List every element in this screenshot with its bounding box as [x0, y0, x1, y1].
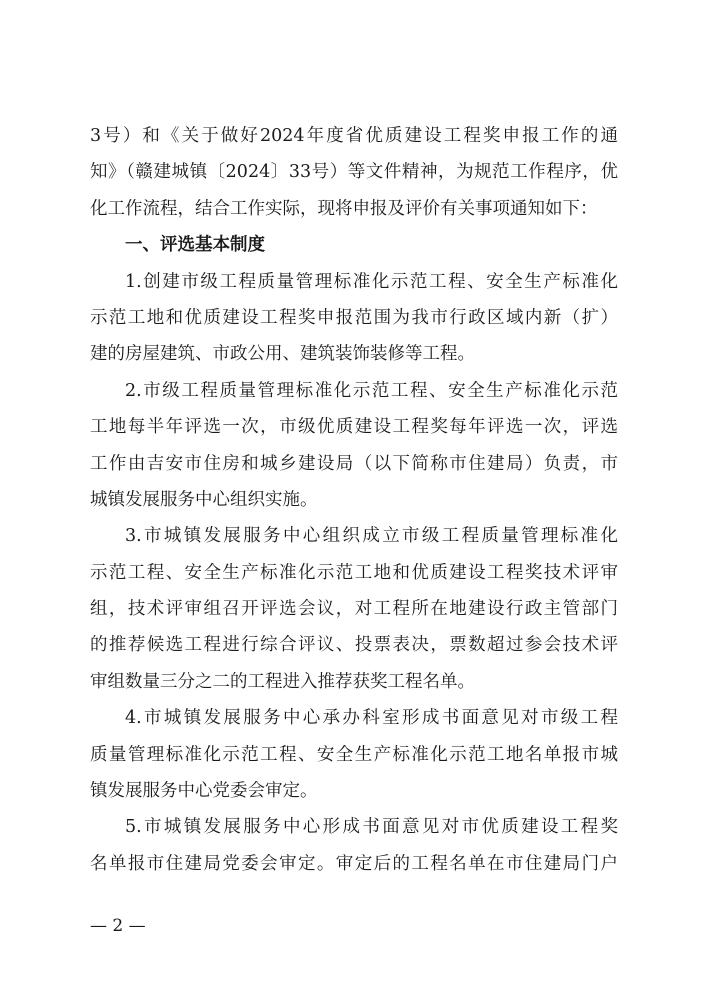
paragraph-line: 的推荐候选工程进行综合评议、投票表决，票数超过参会技术评 [90, 635, 618, 656]
paragraph-line: 镇发展服务中心党委会审定。 [90, 781, 318, 802]
paragraph-line: 名单报市住建局党委会审定。审定后的工程名单在市住建局门户 [90, 853, 618, 874]
page-number: — 2 — [90, 916, 146, 936]
paragraph-line: 工地每半年评选一次，市级优质建设工程奖每年评选一次，评选 [90, 417, 618, 438]
paragraph-line: 5.市城镇发展服务中心形成书面意见对市优质建设工程奖 [125, 817, 618, 838]
list-item [90, 809, 618, 882]
body-text [90, 118, 618, 882]
intro-paragraph [90, 118, 618, 227]
list-item [90, 373, 618, 519]
paragraph-line: 质量管理标准化示范工程、安全生产标准化示范工地名单报市城 [90, 744, 618, 765]
paragraph-line: 3号）和《关于做好2024年度省优质建设工程奖申报工作的通 [90, 126, 618, 146]
paragraph-line: 3.市城镇发展服务中心组织成立市级工程质量管理标准化 [125, 526, 618, 547]
list-item [90, 518, 618, 700]
list-item [90, 700, 618, 809]
paragraph-line: 4.市城镇发展服务中心承办科室形成书面意见对市级工程 [125, 708, 618, 729]
paragraph-line: 化工作流程，结合工作实际，现将申报及评价有关事项通知如下： [90, 198, 598, 219]
section-heading: 一、评选基本制度 [125, 235, 265, 256]
list-item [90, 264, 618, 373]
paragraph-line: 建的房屋建筑、市政公用、建筑装饰装修等工程。 [90, 344, 475, 365]
paragraph-line: 审组数量三分之二的工程进入推荐获奖工程名单。 [90, 671, 475, 692]
paragraph-line: 示范工地和优质建设工程奖申报范围为我市行政区域内新（扩） [90, 307, 618, 328]
paragraph-line: 城镇发展服务中心组织实施。 [90, 489, 318, 510]
paragraph-line: 知》（赣建城镇〔2024〕33号）等文件精神，为规范工作程序，优 [90, 162, 618, 183]
paragraph-line: 2.市级工程质量管理标准化示范工程、安全生产标准化示范 [125, 380, 618, 401]
paragraph-line: 1.创建市级工程质量管理标准化示范工程、安全生产标准化 [125, 271, 618, 292]
paragraph-line: 组，技术评审组召开评选会议，对工程所在地建设行政主管部门 [90, 599, 618, 620]
paragraph-line: 示范工程、安全生产标准化示范工地和优质建设工程奖技术评审 [90, 562, 618, 583]
paragraph-line: 工作由吉安市住房和城乡建设局（以下简称市住建局）负责，市 [90, 453, 618, 474]
